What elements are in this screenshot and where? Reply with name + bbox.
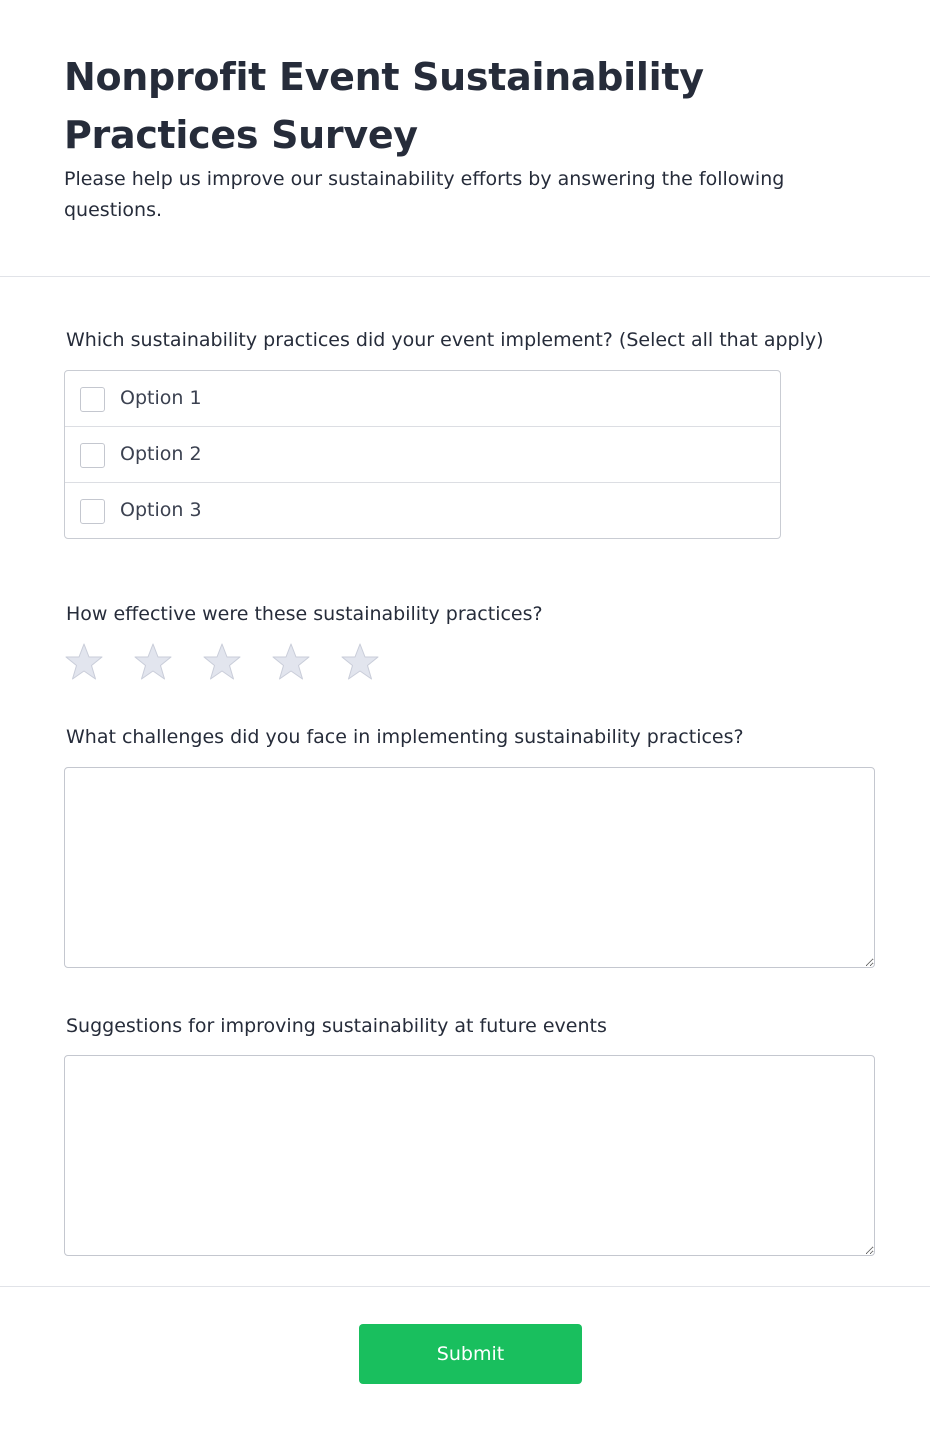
submit-button[interactable]: Submit xyxy=(359,1324,582,1384)
challenges-textarea[interactable] xyxy=(64,767,875,968)
checkbox[interactable] xyxy=(80,443,105,468)
star-3-icon[interactable] xyxy=(202,642,242,682)
survey-header xyxy=(0,0,930,277)
suggestions-textarea[interactable] xyxy=(64,1055,875,1256)
option-label: Option 3 xyxy=(120,499,202,521)
star-2-icon[interactable] xyxy=(133,642,173,682)
star-1-icon[interactable] xyxy=(64,642,104,682)
practices-question-label: Which sustainability practices did your event implement? (Select all that apply) xyxy=(66,329,824,351)
star-4-icon[interactable] xyxy=(271,642,311,682)
star-5-icon[interactable] xyxy=(340,642,380,682)
option-label: Option 1 xyxy=(120,387,202,409)
practices-option-1[interactable] xyxy=(65,371,780,427)
footer-divider xyxy=(0,1286,930,1287)
option-label: Option 2 xyxy=(120,443,202,465)
practices-checkbox-group xyxy=(64,370,781,539)
checkbox[interactable] xyxy=(80,387,105,412)
suggestions-question-label: Suggestions for improving sustainability at future events xyxy=(66,1015,607,1037)
effectiveness-question-label: How effective were these sustainability practices? xyxy=(66,603,543,625)
practices-option-3[interactable] xyxy=(65,483,780,539)
page-title: Nonprofit Event Sustainability Practices Survey xyxy=(64,55,704,157)
page-description: Please help us improve our sustainability efforts by answering the following questions. xyxy=(64,168,785,221)
practices-option-2[interactable] xyxy=(65,427,780,483)
challenges-question-label: What challenges did you face in implementing sustainability practices? xyxy=(66,726,744,748)
checkbox[interactable] xyxy=(80,499,105,524)
